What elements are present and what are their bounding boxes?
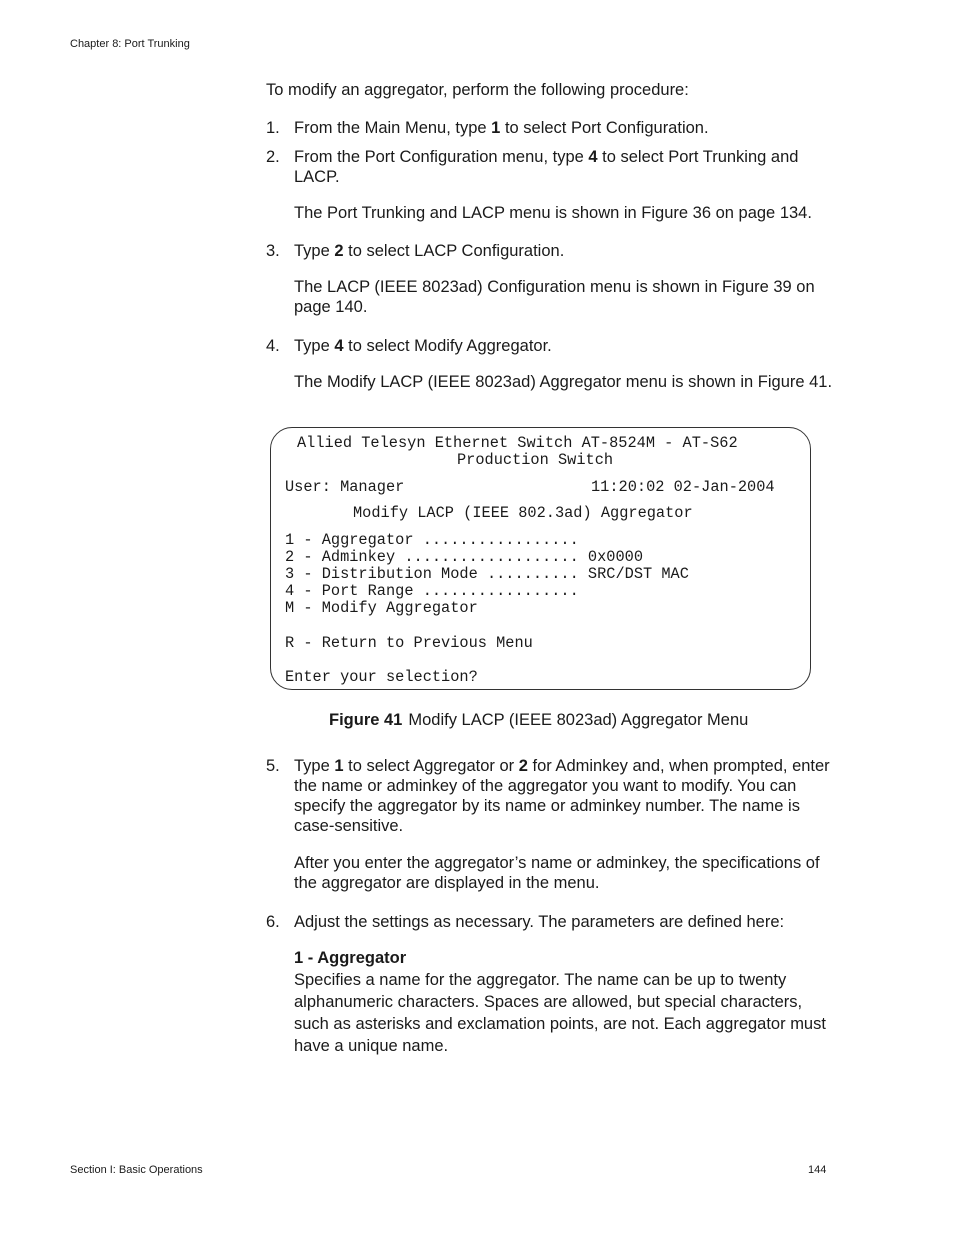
step-text: to select Port Trunking and LACP. — [294, 148, 799, 186]
page-number: 144 — [808, 1164, 827, 1176]
step-number: 1. — [266, 119, 280, 137]
step-key: 4 — [588, 148, 598, 166]
step-text: to select Modify Aggregator. — [343, 337, 552, 355]
step-6: Adjust the settings as necessary. The parameters are defined here: — [294, 913, 785, 931]
figure-caption — [329, 711, 748, 730]
step-text: to select Aggregator or — [343, 757, 519, 775]
step-5 — [294, 756, 834, 836]
step-text: Type — [294, 757, 335, 775]
step-text: Type — [294, 337, 335, 355]
step-number: 2. — [266, 148, 280, 166]
screen-menu-title: Modify LACP (IEEE 802.3ad) Aggregator — [353, 504, 693, 522]
step-number: 4. — [266, 337, 280, 355]
step-text: From the Main Menu, type — [294, 119, 492, 137]
screen-return-item: R - Return to Previous Menu — [285, 634, 533, 652]
step-number: 3. — [266, 242, 280, 260]
step-4 — [294, 336, 834, 356]
step-3-note: The LACP (IEEE 8023ad) Configuration menu is shown in Figure 39 on page 140. — [294, 278, 815, 316]
step-text: to select LACP Configuration. — [343, 242, 565, 260]
figure-caption-text: Modify LACP (IEEE 8023ad) Aggregator Menu — [408, 711, 749, 729]
screen-menu-item: 3 - Distribution Mode .......... SRC/DST MAC — [285, 565, 689, 583]
running-header: Chapter 8: Port Trunking — [70, 38, 190, 50]
intro-paragraph: To modify an aggregator, perform the following procedure: — [266, 81, 689, 99]
screen-user: User: Manager — [285, 478, 405, 496]
screen-time: 11:20:02 02-Jan-2004 — [591, 478, 775, 496]
step-key: 4 — [334, 337, 344, 355]
screen-menu-item: M - Modify Aggregator — [285, 599, 478, 617]
step-key: 1 — [334, 757, 344, 775]
step-text: Type — [294, 242, 335, 260]
screen-title-line2: Production Switch — [457, 451, 614, 469]
param-description: Specifies a name for the aggregator. The name can be up to twenty alphanumeric characters. Spaces are allowed, but special characters, such as asterisks and exclamation points, are not. Each aggregator must have a unique name. — [294, 971, 826, 1055]
step-key: 2 — [518, 757, 528, 775]
step-4-note: The Modify LACP (IEEE 8023ad) Aggregator menu is shown in Figure 41. — [294, 373, 833, 391]
step-key: 1 — [491, 119, 501, 137]
figure-label: Figure 41 — [329, 711, 403, 729]
screen-menu-item: 2 - Adminkey ................... 0x0000 — [285, 548, 644, 566]
step-key: 2 — [334, 242, 344, 260]
footer-section: Section I: Basic Operations — [70, 1164, 203, 1176]
screen-title-line1: Allied Telesyn Ethernet Switch AT-8524M - AT-S62 — [297, 434, 738, 452]
step-text: for Adminkey and, when prompted, enter the name or adminkey of the aggregator you want to modify. You can specify the aggregator by its name or adminkey number. The name is case-sensitive. — [294, 757, 830, 835]
step-2-note: The Port Trunking and LACP menu is shown in Figure 36 on page 134. — [294, 204, 812, 222]
screen-menu-item: 4 - Port Range ................. — [285, 582, 579, 600]
param-heading: 1 - Aggregator — [294, 949, 407, 967]
screen-prompt: Enter your selection? — [285, 668, 478, 686]
screen-menu-item: 1 - Aggregator ................. — [285, 531, 579, 549]
step-text: From the Port Configuration menu, type — [294, 148, 589, 166]
step-1 — [294, 118, 834, 138]
step-3 — [294, 241, 834, 261]
step-number: 5. — [266, 757, 280, 775]
step-text: to select Port Configuration. — [500, 119, 709, 137]
step-2 — [294, 147, 834, 187]
step-number: 6. — [266, 913, 280, 931]
step-5-note: After you enter the aggregator’s name or adminkey, the specifications of the aggregator are displayed in the menu. — [294, 854, 820, 892]
